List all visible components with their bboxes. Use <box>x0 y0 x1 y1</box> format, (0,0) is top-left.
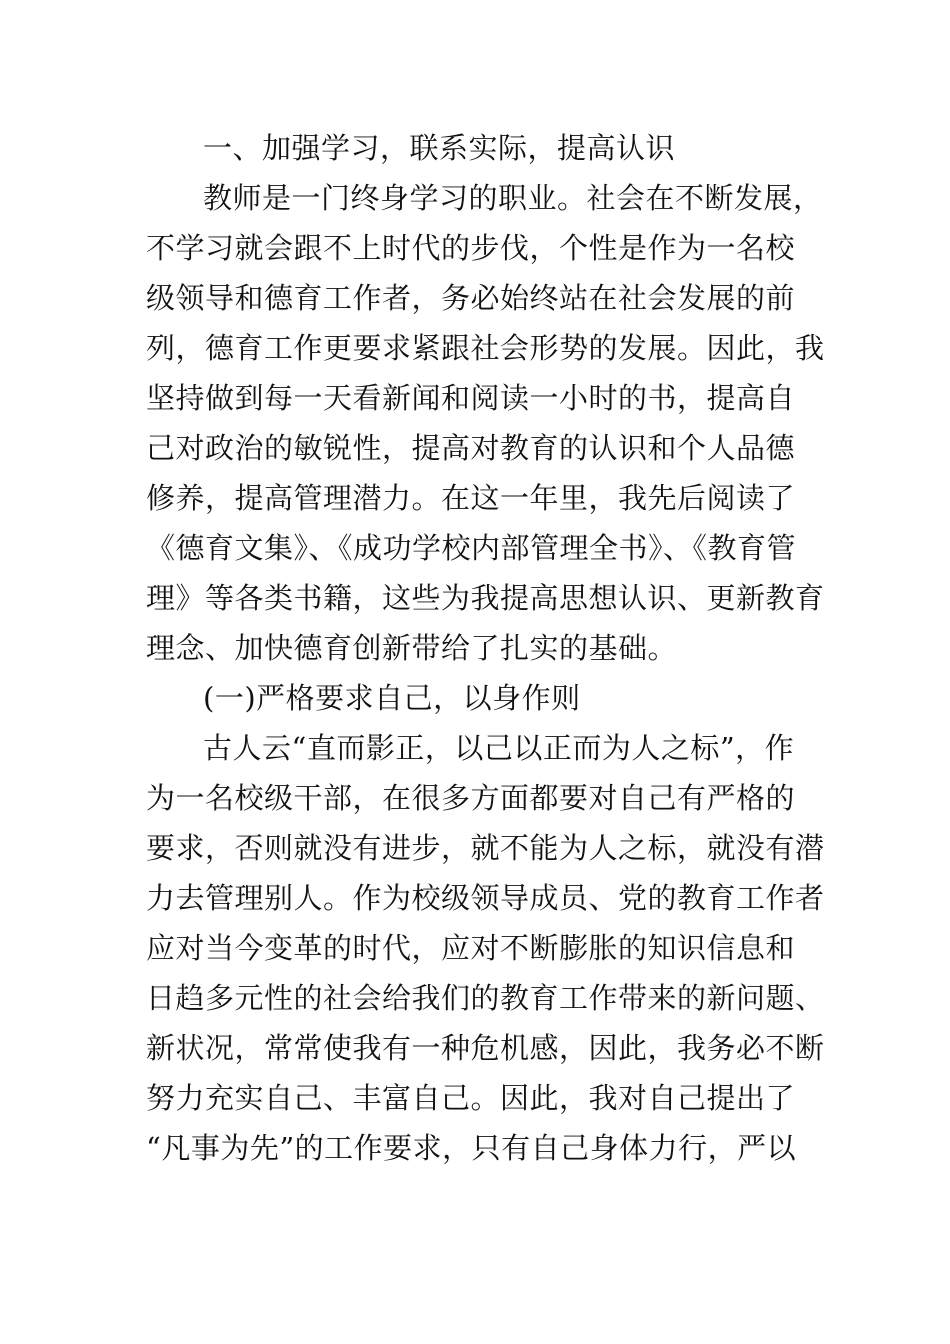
paragraph-line: 《德育文集》、《成功学校内部管理全书》、《教育管 <box>146 531 797 565</box>
paragraph-line: 古人云“直而影正，以己以正而为人之标”，作 <box>203 731 795 765</box>
paragraph-line: 列，德育工作更要求紧跟社会形势的发展。因此，我 <box>146 331 825 365</box>
paragraph-line: 理》等各类书籍，这些为我提高思想认识、更新教育 <box>146 581 825 615</box>
paragraph-line: 己对政治的敏锐性，提高对教育的认识和个人品德 <box>146 431 796 465</box>
paragraph-line: “凡事为先”的工作要求，只有自己身体力行，严以 <box>146 1131 797 1165</box>
paragraph-line: 教师是一门终身学习的职业。社会在不断发展， <box>203 181 823 215</box>
paragraph-line: 新状况，常常使我有一种危机感，因此，我务必不断 <box>146 1031 825 1065</box>
paragraph-line: 理念、加快德育创新带给了扎实的基础。 <box>146 631 678 665</box>
paragraph-line: 不学习就会跟不上时代的步伐，个性是作为一名校 <box>146 231 796 265</box>
paragraph-line: 坚持做到每一天看新闻和阅读一小时的书，提高自 <box>146 381 796 415</box>
paragraph-line: 力去管理别人。作为校级领导成员、党的教育工作者 <box>146 881 825 915</box>
section-heading: 一、加强学习，联系实际，提高认识 <box>203 131 676 165</box>
paragraph-line: 要求，否则就没有进步，就不能为人之标，就没有潜 <box>146 831 825 865</box>
paragraph-line: 努力充实自己、丰富自己。因此，我对自己提出了 <box>146 1081 796 1115</box>
paragraph-line: 日趋多元性的社会给我们的教育工作带来的新问题、 <box>146 981 825 1015</box>
paragraph-line: 应对当今变革的时代，应对不断膨胀的知识信息和 <box>146 931 796 965</box>
paragraph-line: 修养，提高管理潜力。在这一年里，我先后阅读了 <box>146 481 796 515</box>
paragraph-line: 为一名校级干部，在很多方面都要对自己有严格的 <box>146 781 796 815</box>
paragraph-line: 级领导和德育工作者，务必始终站在社会发展的前 <box>146 281 796 315</box>
subsection-heading: (一)严格要求自己，以身作则 <box>203 681 581 715</box>
